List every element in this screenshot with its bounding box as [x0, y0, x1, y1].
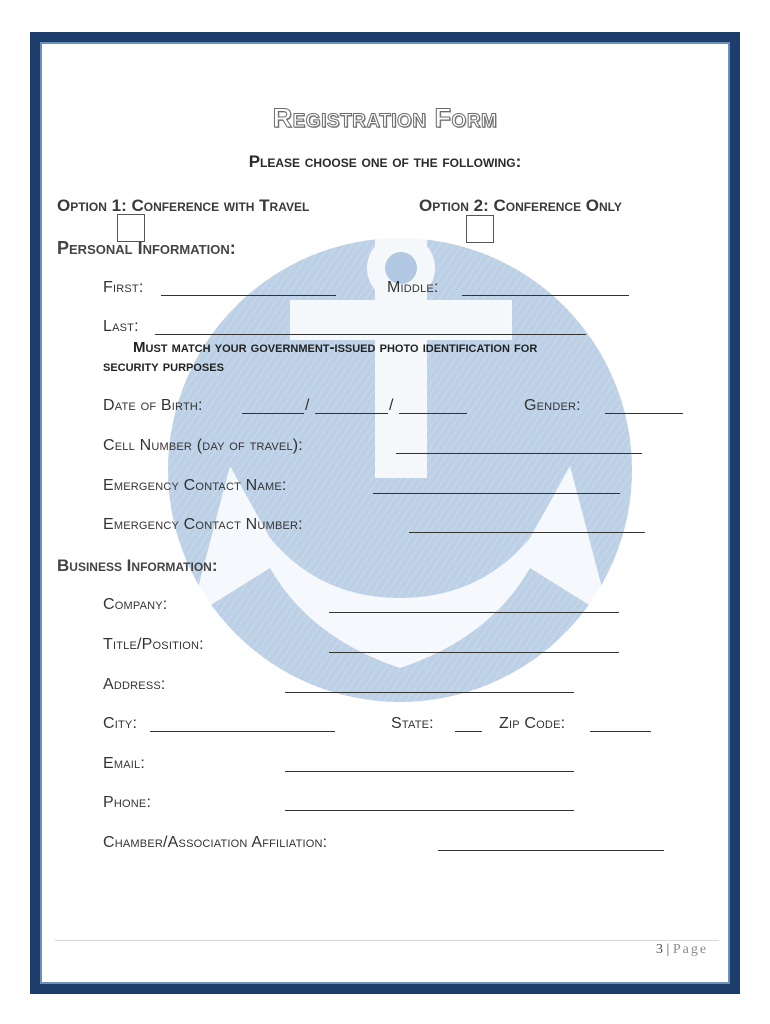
dob-year-field[interactable]: [399, 413, 467, 414]
page-title: Registration Form: [272, 103, 498, 133]
gender-field[interactable]: [605, 413, 683, 414]
page-number: [656, 942, 708, 958]
option-1-label: Option 1: Conference with Travel: [57, 196, 310, 215]
middle-name-field[interactable]: [462, 295, 629, 296]
page-number-value: 3: [656, 942, 663, 957]
emergency-contact-name-field[interactable]: [373, 493, 620, 494]
id-match-note-continued: security purposes: [103, 358, 224, 375]
first-name-field[interactable]: [161, 295, 336, 296]
title-position-field[interactable]: [329, 652, 619, 653]
option-2-checkbox[interactable]: [466, 215, 494, 243]
emergency-contact-name-label: Emergency Contact Name:: [103, 477, 287, 494]
address-field[interactable]: [285, 692, 574, 693]
dob-day-field[interactable]: [315, 413, 388, 414]
page-label: Page: [672, 942, 709, 957]
emergency-contact-number-label: Emergency Contact Number:: [103, 516, 303, 533]
dob-separator: /: [389, 397, 394, 414]
emergency-contact-number-field[interactable]: [409, 532, 645, 533]
city-label: City:: [103, 715, 138, 732]
first-name-label: First:: [103, 279, 144, 296]
page-number-separator: |: [666, 942, 670, 957]
state-field[interactable]: [455, 731, 482, 732]
email-field[interactable]: [285, 771, 574, 772]
dob-separator: /: [305, 397, 310, 414]
company-field[interactable]: [329, 612, 619, 613]
choose-instruction: Please choose one of the following:: [248, 152, 522, 171]
affiliation-label: Chamber/Association Affiliation:: [103, 834, 328, 851]
dob-label: Date of Birth:: [103, 397, 203, 414]
option-2-label: Option 2: Conference Only: [419, 196, 622, 215]
zip-code-label: Zip Code:: [499, 715, 566, 732]
state-label: State:: [391, 715, 434, 732]
phone-field[interactable]: [285, 810, 574, 811]
middle-name-label: Middle:: [387, 279, 439, 296]
business-info-heading: Business Information:: [57, 556, 218, 575]
dob-month-field[interactable]: [242, 413, 304, 414]
id-match-note: Must match your government-issued photo identification for: [133, 339, 538, 356]
title-position-label: Title/Position:: [103, 636, 204, 653]
cell-number-label: Cell Number (day of travel):: [103, 437, 303, 454]
last-name-label: Last:: [103, 318, 139, 335]
personal-info-heading: Personal Information:: [57, 238, 236, 258]
affiliation-field[interactable]: [438, 850, 664, 851]
address-label: Address:: [103, 676, 166, 693]
last-name-field[interactable]: [155, 334, 586, 335]
email-label: Email:: [103, 755, 145, 772]
footer-divider: [55, 940, 719, 941]
phone-label: Phone:: [103, 794, 152, 811]
gender-label: Gender:: [524, 397, 581, 414]
city-field[interactable]: [150, 731, 335, 732]
company-label: Company:: [103, 596, 168, 613]
zip-code-field[interactable]: [590, 731, 651, 732]
cell-number-field[interactable]: [396, 453, 642, 454]
